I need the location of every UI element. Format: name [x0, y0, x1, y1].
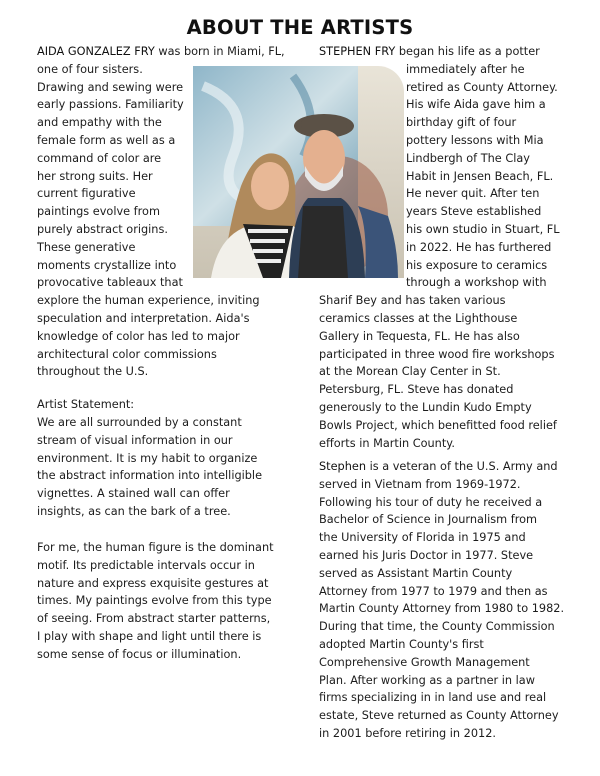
aida-bio-line: explore the human experience, inviting: [37, 294, 260, 308]
statement2-line: For me, the human figure is the dominant: [37, 541, 274, 554]
aida-line-0: [37, 43, 285, 61]
statement-heading: Artist Statement:: [37, 398, 135, 411]
statement2-line: I play with shape and light until there is: [37, 630, 262, 643]
stephen-bio2-line: estate, Steve returned as County Attorney: [319, 709, 559, 723]
aida-bio-line: Drawing and sewing were: [37, 80, 184, 94]
stephen-bio-line: Petersburg, FL. Steve has donated: [319, 383, 514, 397]
stephen-bio-line: He never quit. After ten: [406, 187, 540, 201]
statement2-line: of seeing. From abstract starter patterns,: [37, 612, 271, 626]
stephen-bio2-line: served in Vietnam from 1969-1972.: [319, 477, 521, 491]
statement-line: stream of visual information in our: [37, 433, 233, 447]
stephen-bio-line: in 2022. He has furthered: [406, 240, 552, 254]
stephen-bio2-line: Following his tour of duty he received a: [319, 495, 543, 509]
statement-line: insights, as can the bark of a tree.: [37, 505, 231, 518]
statement2-line: times. My paintings evolve from this type: [37, 594, 272, 608]
stephen-bio2-line: Attorney from 1977 to 1979 and then as: [319, 584, 548, 598]
stephen-bio-line: his exposure to ceramics: [406, 258, 548, 272]
aida-bio-line: throughout the U.S.: [37, 365, 149, 379]
page-title: ABOUT THE ARTISTS: [186, 16, 414, 39]
stephen-bio-line: Gallery in Tequesta, FL. He has also: [319, 329, 520, 343]
aida-bio-line: current figurative: [37, 187, 136, 201]
aida-name: AIDA GONZALEZ FRY: [37, 45, 155, 58]
statement2-line: some sense of focus or illumination.: [37, 647, 242, 661]
aida-bio-line: knowledge of color has led to major: [37, 329, 240, 343]
stephen-bio-line: efforts in Martin County.: [319, 436, 455, 450]
stephen-bio2-line: served as Assistant Martin County: [319, 566, 513, 580]
stephen-bio-line: ceramics classes at the Lighthouse: [319, 312, 518, 325]
aida-bio-line: early passions. Familiarity: [37, 98, 184, 112]
stephen-bio-line: at the Morean Clay Center in St.: [319, 365, 501, 379]
stephen-p2-line-0: [319, 458, 558, 476]
stephen-p2-name: Stephen: [319, 460, 366, 473]
stephen-bio-line: participated in three wood fire workshops: [319, 347, 555, 361]
stephen-bio-line: Habit in Jensen Beach, FL.: [406, 169, 554, 183]
aida-bio-line: purely abstract origins.: [37, 223, 168, 236]
stephen-bio-line: retired as County Attorney.: [406, 80, 558, 94]
stephen-p2-intro: is a veteran of the U.S. Army and: [366, 460, 558, 473]
stephen-bio-line: years Steve established: [406, 205, 542, 219]
stephen-bio2-line: in 2001 before retiring in 2012.: [319, 727, 497, 740]
aida-bio-line: moments crystallize into: [37, 258, 177, 272]
stephen-bio-line: Lindbergh of The Clay: [406, 151, 530, 165]
photo-illustration: [193, 66, 404, 278]
statement-line: vignettes. A stained wall can offer: [37, 487, 230, 501]
stephen-bio-line: birthday gift of four: [406, 116, 517, 130]
aida-bio-line: and empathy with the: [37, 116, 162, 130]
stephen-bio-line: Bowls Project, which benefitted food relief: [319, 418, 557, 432]
aida-bio-line: one of four sisters.: [37, 62, 143, 76]
stephen-bio2-line: During that time, the County Commission: [319, 620, 555, 634]
aida-bio-line: speculation and interpretation. Aida's: [37, 312, 250, 325]
stephen-bio2-line: the University of Florida in 1975 and: [319, 531, 526, 545]
stephen-bio2-line: adopted Martin County's first: [319, 638, 484, 651]
stephen-bio-line: through a workshop with: [406, 276, 547, 290]
stephen-bio2-line: Comprehensive Growth Management: [319, 655, 530, 669]
stephen-bio-line: Sharif Bey and has taken various: [319, 294, 506, 308]
statement-line: the abstract information into intelligible: [37, 469, 263, 483]
stephen-name: STEPHEN FRY: [319, 45, 396, 58]
aida-bio-line: female form as well as a: [37, 134, 176, 147]
aida-intro: was born in Miami, FL,: [154, 45, 285, 58]
statement2-line: motif. Its predictable intervals occur in: [37, 558, 255, 572]
stephen-intro: began his life as a potter: [395, 45, 540, 58]
stephen-bio2-line: Plan. After working as a partner in law: [319, 673, 535, 687]
aida-bio-line: her strong suits. Her: [37, 169, 153, 183]
stephen-bio-line: immediately after he: [406, 62, 525, 76]
stephen-bio2-line: earned his Juris Doctor in 1977. Steve: [319, 549, 534, 562]
statement-line: environment. It is my habit to organize: [37, 451, 258, 465]
aida-bio-line: architectural color commissions: [37, 347, 217, 361]
stephen-bio2-line: firms specializing in in land use and real: [319, 691, 547, 705]
aida-bio-line: These generative: [37, 240, 136, 254]
stephen-bio2-line: Bachelor of Science in Journalism from: [319, 513, 538, 527]
stephen-bio-line: His wife Aida gave him a: [406, 98, 546, 112]
statement2-line: nature and express exquisite gestures at: [37, 576, 269, 590]
stephen-bio-line: pottery lessons with Mia: [406, 134, 544, 147]
artists-photo: [193, 66, 404, 278]
statement-line: We are all surrounded by a constant: [37, 416, 242, 429]
aida-bio-line: paintings evolve from: [37, 205, 160, 219]
aida-bio-line: provocative tableaux that: [37, 276, 183, 290]
aida-bio-line: command of color are: [37, 151, 162, 165]
stephen-bio-line: generously to the Lundin Kudo Empty: [319, 401, 532, 414]
stephen-bio-line: his own studio in Stuart, FL: [406, 223, 560, 236]
stephen-bio2-line: Martin County Attorney from 1980 to 1982.: [319, 602, 565, 616]
stephen-line-0: [319, 43, 540, 61]
